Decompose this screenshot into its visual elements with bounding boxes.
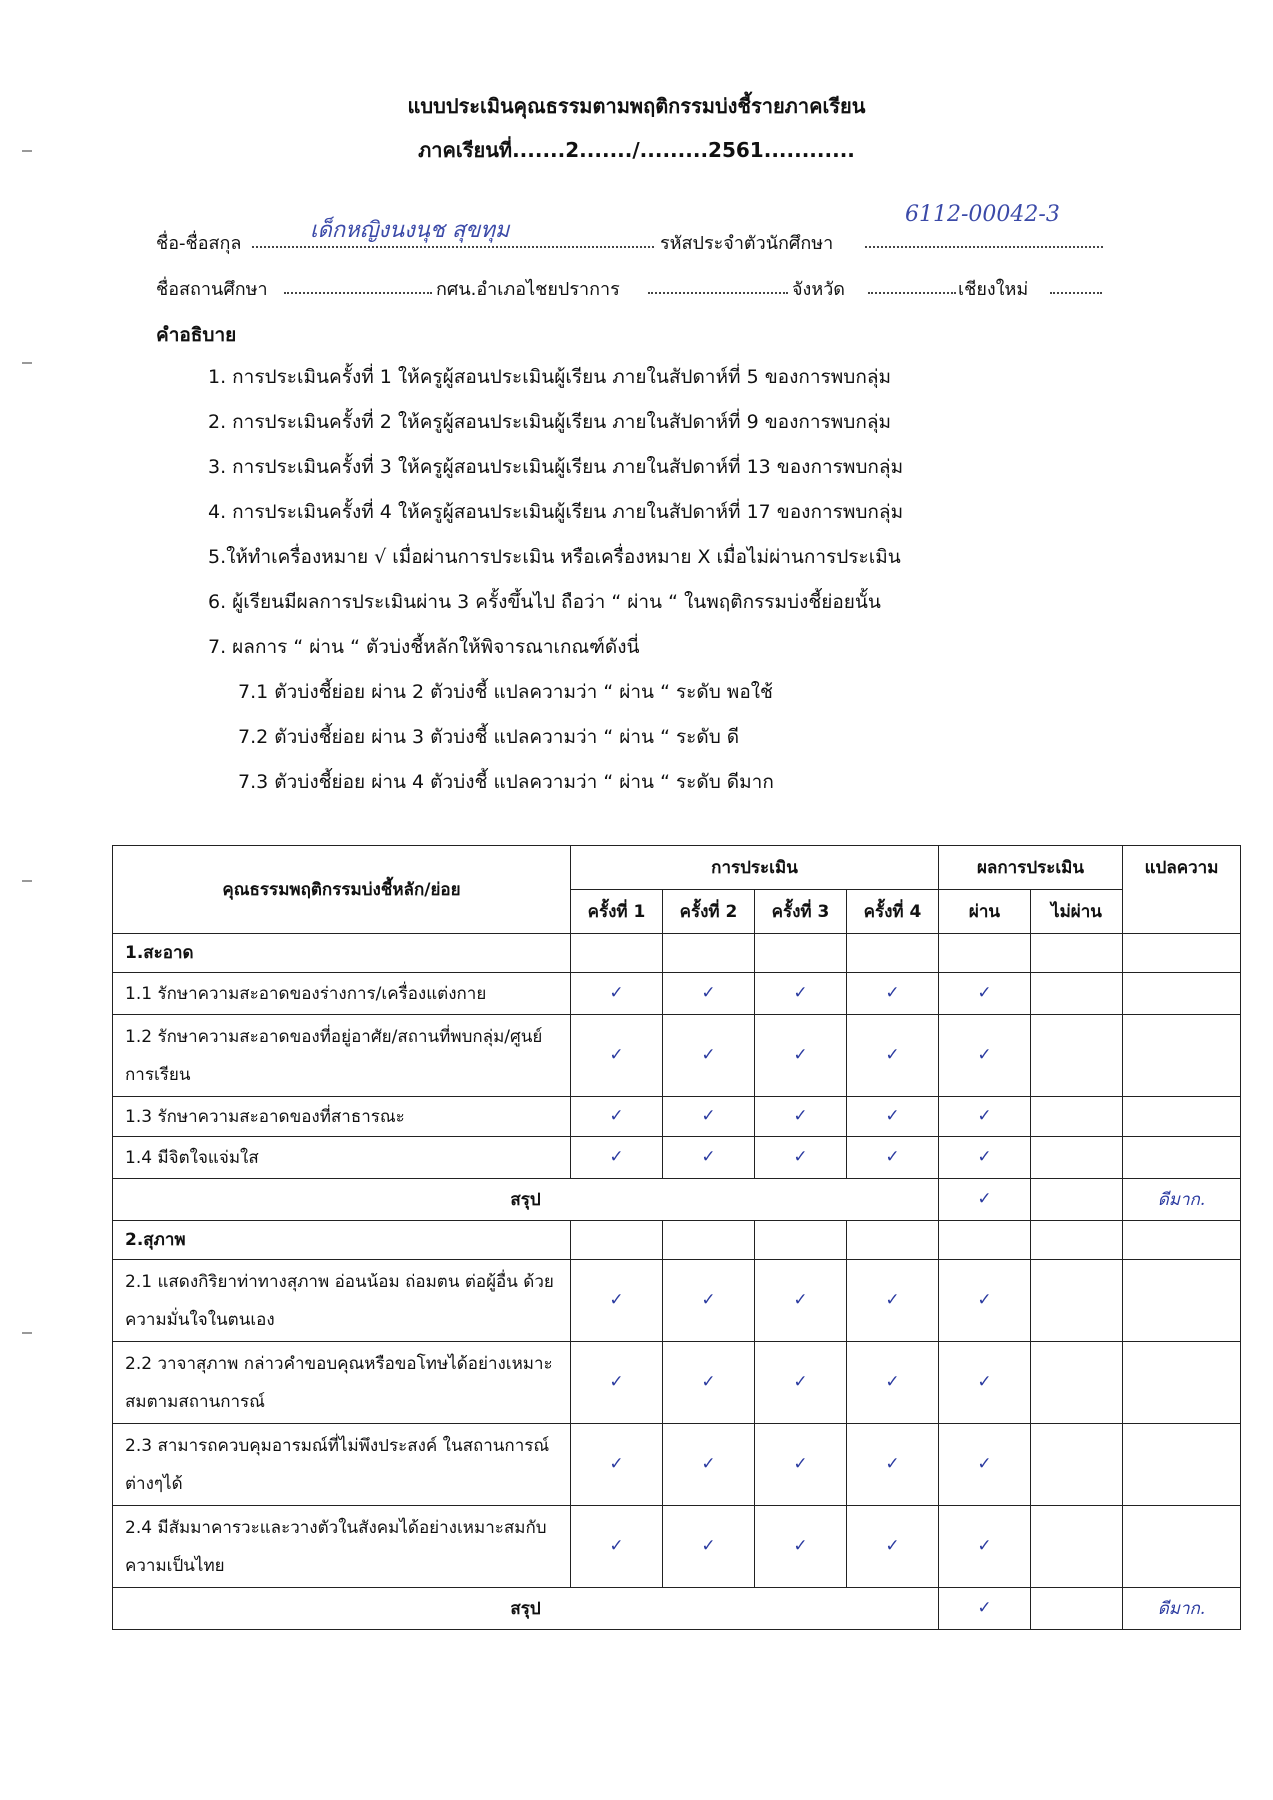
- semester-label: ภาคเรียนที่: [418, 138, 513, 162]
- check-mark: ✓: [939, 1588, 1031, 1630]
- table-row: [113, 1097, 1241, 1137]
- table-row: [113, 1342, 1241, 1424]
- criterion-text: 1.3 รักษาความสะอาดของที่สาธารณะ: [113, 1097, 571, 1137]
- criterion-text: 2.2 วาจาสุภาพ กล่าวคำขอบคุณหรือขอโทษได้อย่างเหมาะสมตามสถานการณ์: [113, 1342, 571, 1424]
- instruction-subitem: 7.2 ตัวบ่งชี้ย่อย ผ่าน 3 ตัวบ่งชี้ แปลความว่า “ ผ่าน “ ระดับ ดี: [238, 726, 740, 748]
- name-value: เด็กหญิงนงนุช สุขทุม: [310, 218, 510, 243]
- table-row: [113, 1260, 1241, 1342]
- school-dots-2: [648, 292, 788, 294]
- school-dots: [284, 292, 432, 294]
- check-mark: ✓: [571, 1260, 663, 1342]
- check-mark: ✓: [755, 1137, 847, 1179]
- student-id-dots: [865, 246, 1103, 248]
- criterion-text: 1.2 รักษาความสะอาดของที่อยู่อาศัย/สถานที่พบกลุ่ม/ศูนย์การเรียน: [113, 1015, 571, 1097]
- check-mark: ✓: [663, 1015, 755, 1097]
- interpretation-value: ดีมาก.: [1123, 1588, 1241, 1630]
- semester-line: ภาคเรียนที่.......2......./.........2561............: [418, 138, 855, 162]
- check-mark: ✓: [939, 1097, 1031, 1137]
- instruction-item: 4. การประเมินครั้งที่ 4 ให้ครูผู้สอนประเมินผู้เรียน ภายในสัปดาห์ที่ 17 ของการพบกลุ่ม: [208, 501, 904, 523]
- check-mark: ✓: [939, 973, 1031, 1015]
- check-mark: ✓: [755, 1342, 847, 1424]
- check-mark: ✓: [847, 1260, 939, 1342]
- instruction-item: 7. ผลการ “ ผ่าน “ ตัวบ่งชี้หลักให้พิจารณาเกณฑ์ดังนี่: [208, 636, 640, 658]
- criterion-text: 2.3 สามารถควบคุมอารมณ์ที่ไม่พึงประสงค์ ในสถานการณ์ต่างๆได้: [113, 1424, 571, 1506]
- summary-label: สรุป: [113, 1179, 939, 1221]
- check-mark: ✓: [939, 1506, 1031, 1588]
- instruction-item: 1. การประเมินครั้งที่ 1 ให้ครูผู้สอนประเมินผู้เรียน ภายในสัปดาห์ที่ 5 ของการพบกลุ่ม: [208, 366, 892, 388]
- section-title: 1.สะอาด: [113, 934, 571, 973]
- check-mark: ✓: [755, 1097, 847, 1137]
- section-title: 2.สุภาพ: [113, 1221, 571, 1260]
- instructions-heading: คำอธิบาย: [156, 324, 237, 346]
- check-mark: ✓: [571, 1342, 663, 1424]
- check-mark: ✓: [755, 1506, 847, 1588]
- summary-label: สรุป: [113, 1588, 939, 1630]
- check-mark: ✓: [939, 1260, 1031, 1342]
- province-dots-2: [1050, 292, 1102, 294]
- student-id-value: 6112-00042-3: [905, 202, 1060, 227]
- check-mark: ✓: [663, 1342, 755, 1424]
- summary-row: [113, 1588, 1241, 1630]
- assessment-table: [112, 845, 1241, 1630]
- check-mark: ✓: [847, 1342, 939, 1424]
- criterion-text: 1.4 มีจิตใจแจ่มใส: [113, 1137, 571, 1179]
- check-mark: ✓: [663, 1097, 755, 1137]
- check-mark: ✓: [755, 1424, 847, 1506]
- check-mark: ✓: [663, 1424, 755, 1506]
- criterion-text: 1.1 รักษาความสะอาดของร่างการ/เครื่องแต่งกาย: [113, 973, 571, 1015]
- instruction-subitem: 7.3 ตัวบ่งชี้ย่อย ผ่าน 4 ตัวบ่งชี้ แปลความว่า “ ผ่าน “ ระดับ ดีมาก: [238, 771, 774, 793]
- criterion-text: 2.1 แสดงกิริยาท่าทางสุภาพ อ่อนน้อม ถ่อมตน ต่อผู้อื่น ด้วยความมั่นใจในตนเอง: [113, 1260, 571, 1342]
- table-row: [113, 1137, 1241, 1179]
- criteria-header: คุณธรรมพฤติกรรมบ่งชี้หลัก/ย่อย: [113, 846, 571, 934]
- check-mark: ✓: [663, 1260, 755, 1342]
- province-dots: [868, 292, 956, 294]
- check-mark: ✓: [939, 1137, 1031, 1179]
- check-mark: ✓: [571, 973, 663, 1015]
- check-mark: ✓: [847, 973, 939, 1015]
- interpret-header: แปลความ: [1123, 846, 1241, 934]
- check-mark: ✓: [663, 973, 755, 1015]
- assessment-header: การประเมิน: [571, 846, 939, 890]
- margin-mark: [22, 362, 32, 364]
- name-label: ชื่อ-ชื่อสกุล: [156, 233, 242, 254]
- pass-header: ผ่าน: [939, 890, 1031, 934]
- semester-value: 2: [565, 138, 580, 162]
- check-mark: ✓: [847, 1015, 939, 1097]
- check-mark: ✓: [571, 1506, 663, 1588]
- instruction-item: 6. ผู้เรียนมีผลการประเมินผ่าน 3 ครั้งขึ้นไป ถือว่า “ ผ่าน “ ในพฤติกรรมบ่งชี้ย่อยนั้น: [208, 591, 881, 613]
- check-mark: ✓: [755, 1260, 847, 1342]
- instruction-item: 5.ให้ทำเครื่องหมาย √ เมื่อผ่านการประเมิน หรือเครื่องหมาย X เมื่อไม่ผ่านการประเมิน: [208, 546, 901, 568]
- interpretation-value: ดีมาก.: [1123, 1179, 1241, 1221]
- round-2-header: ครั้งที่ 2: [663, 890, 755, 934]
- check-mark: ✓: [755, 1015, 847, 1097]
- form-title: แบบประเมินคุณธรรมตามพฤติกรรมบ่งชี้รายภาคเรียน: [407, 94, 866, 118]
- check-mark: ✓: [663, 1137, 755, 1179]
- check-mark: ✓: [571, 1097, 663, 1137]
- round-1-header: ครั้งที่ 1: [571, 890, 663, 934]
- year-value: 2561: [708, 138, 764, 162]
- check-mark: ✓: [939, 1424, 1031, 1506]
- check-mark: ✓: [847, 1097, 939, 1137]
- check-mark: ✓: [847, 1506, 939, 1588]
- table-row: [113, 973, 1241, 1015]
- check-mark: ✓: [847, 1137, 939, 1179]
- table-row: [113, 1424, 1241, 1506]
- check-mark: ✓: [571, 1424, 663, 1506]
- check-mark: ✓: [939, 1179, 1031, 1221]
- summary-row: [113, 1179, 1241, 1221]
- check-mark: ✓: [755, 973, 847, 1015]
- school-value: กศน.อำเภอไชยปราการ: [436, 279, 620, 300]
- instruction-item: 2. การประเมินครั้งที่ 2 ให้ครูผู้สอนประเมินผู้เรียน ภายในสัปดาห์ที่ 9 ของการพบกลุ่ม: [208, 411, 892, 433]
- instruction-item: 3. การประเมินครั้งที่ 3 ให้ครูผู้สอนประเมินผู้เรียน ภายในสัปดาห์ที่ 13 ของการพบกลุ่ม: [208, 456, 904, 478]
- table-row: [113, 1506, 1241, 1588]
- student-id-label: รหัสประจำตัวนักศึกษา: [660, 233, 834, 254]
- table-row: [113, 1015, 1241, 1097]
- round-3-header: ครั้งที่ 3: [755, 890, 847, 934]
- check-mark: ✓: [939, 1342, 1031, 1424]
- check-mark: ✓: [663, 1506, 755, 1588]
- check-mark: ✓: [847, 1424, 939, 1506]
- result-header: ผลการประเมิน: [939, 846, 1123, 890]
- check-mark: ✓: [571, 1137, 663, 1179]
- criterion-text: 2.4 มีสัมมาคารวะและวางตัวในสังคมได้อย่างเหมาะสมกับความเป็นไทย: [113, 1506, 571, 1588]
- province-label: จังหวัด: [792, 279, 845, 300]
- round-4-header: ครั้งที่ 4: [847, 890, 939, 934]
- check-mark: ✓: [571, 1015, 663, 1097]
- province-value: เชียงใหม่: [958, 279, 1029, 300]
- check-mark: ✓: [939, 1015, 1031, 1097]
- margin-mark: [22, 1332, 32, 1334]
- margin-mark: [22, 880, 32, 882]
- instruction-subitem: 7.1 ตัวบ่งชี้ย่อย ผ่าน 2 ตัวบ่งชี้ แปลความว่า “ ผ่าน “ ระดับ พอใช้: [238, 681, 773, 703]
- fail-header: ไม่ผ่าน: [1031, 890, 1123, 934]
- school-label: ชื่อสถานศึกษา: [156, 279, 268, 300]
